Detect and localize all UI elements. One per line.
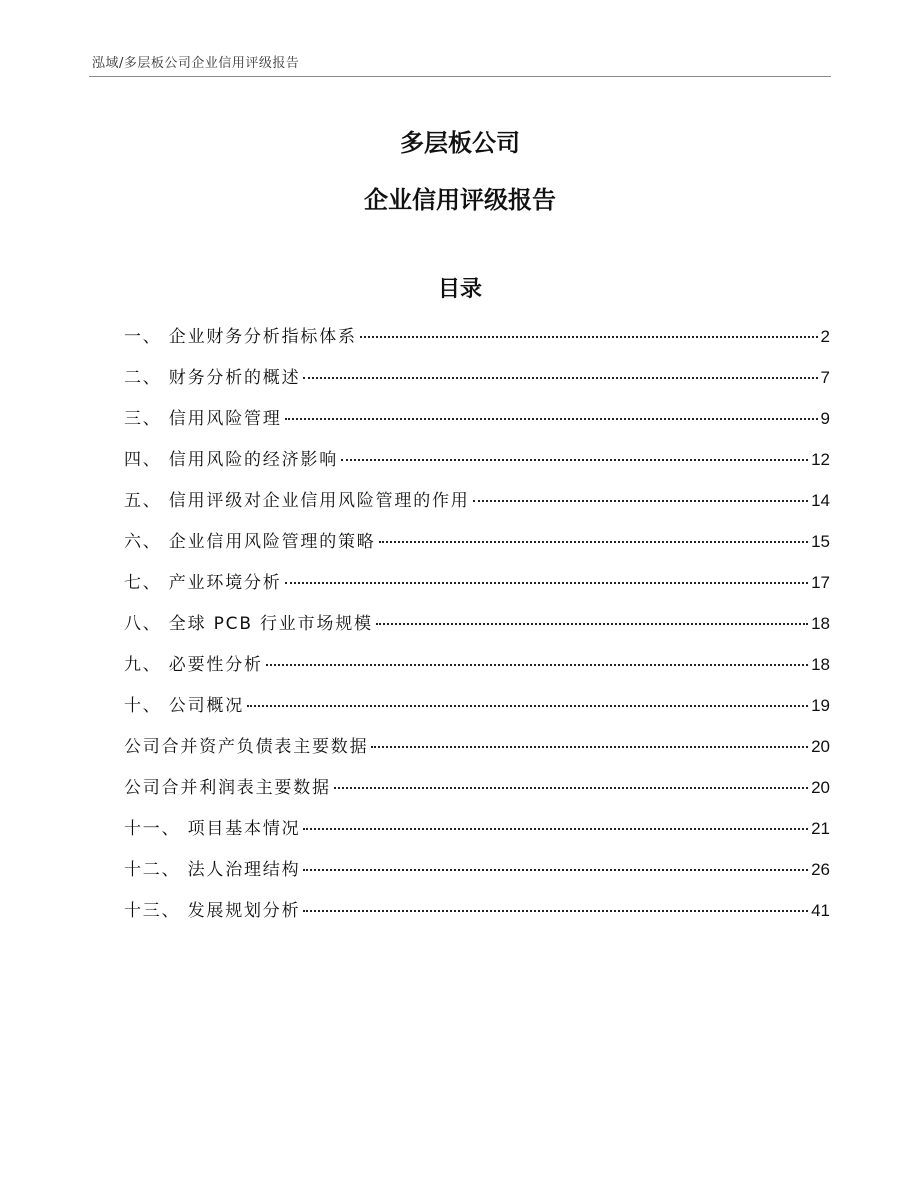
table-of-contents — [124, 322, 830, 937]
toc-entry-page: 15 — [811, 532, 830, 551]
toc-entry-page: 26 — [811, 860, 830, 879]
toc-entry[interactable] — [124, 732, 830, 773]
toc-heading: 目录 — [437, 277, 482, 302]
toc-entry[interactable] — [124, 896, 830, 937]
toc-leader-dots — [285, 582, 808, 584]
toc-entry-page: 17 — [811, 573, 830, 592]
header-divider — [89, 76, 831, 77]
toc-entry-page: 12 — [811, 450, 830, 469]
toc-entry-page: 20 — [811, 737, 830, 756]
toc-entry-label: 十三、 发展规划分析 — [124, 901, 301, 921]
toc-leader-dots — [266, 664, 808, 666]
toc-entry[interactable] — [124, 363, 830, 404]
toc-entry[interactable] — [124, 486, 830, 527]
toc-entry[interactable] — [124, 855, 830, 896]
toc-entry[interactable] — [124, 445, 830, 486]
toc-entry-page: 14 — [811, 491, 830, 510]
toc-leader-dots — [341, 459, 808, 461]
toc-entry-label: 十二、 法人治理结构 — [124, 860, 301, 880]
toc-entry[interactable] — [124, 691, 830, 732]
toc-entry[interactable] — [124, 650, 830, 691]
toc-entry[interactable] — [124, 404, 830, 445]
toc-entry-label: 八、 全球 PCB 行业市场规模 — [124, 614, 373, 634]
toc-entry-label: 十、 公司概况 — [124, 696, 245, 716]
toc-entry-label: 六、 企业信用风险管理的策略 — [124, 532, 376, 552]
toc-leader-dots — [303, 869, 808, 871]
toc-entry[interactable] — [124, 814, 830, 855]
toc-entry-page: 2 — [820, 327, 830, 346]
toc-entry[interactable] — [124, 773, 830, 814]
toc-leader-dots — [303, 828, 808, 830]
toc-leader-dots — [285, 418, 818, 420]
toc-entry-page: 19 — [811, 696, 830, 715]
toc-entry-label: 三、 信用风险管理 — [124, 409, 282, 429]
toc-leader-dots — [379, 541, 808, 543]
toc-entry-label: 公司合并资产负债表主要数据 — [124, 737, 369, 757]
toc-entry-label: 四、 信用风险的经济影响 — [124, 450, 339, 470]
toc-leader-dots — [473, 500, 808, 502]
toc-entry-page: 7 — [820, 368, 830, 387]
toc-entry-label: 十一、 项目基本情况 — [124, 819, 301, 839]
toc-entry-label: 一、 企业财务分析指标体系 — [124, 327, 357, 347]
toc-leader-dots — [303, 377, 817, 379]
toc-leader-dots — [247, 705, 808, 707]
toc-entry-page: 20 — [811, 778, 830, 797]
running-header: 泓域/多层板公司企业信用评级报告 — [92, 56, 300, 71]
toc-entry-label: 五、 信用评级对企业信用风险管理的作用 — [124, 491, 470, 511]
toc-entry-label: 七、 产业环境分析 — [124, 573, 282, 593]
toc-entry-page: 18 — [811, 655, 830, 674]
toc-entry[interactable] — [124, 527, 830, 568]
toc-entry-page: 9 — [820, 409, 830, 428]
toc-entry[interactable] — [124, 568, 830, 609]
toc-leader-dots — [376, 623, 808, 625]
toc-leader-dots — [371, 746, 808, 748]
toc-entry[interactable] — [124, 609, 830, 650]
toc-entry-page: 21 — [811, 819, 830, 838]
toc-entry-page: 18 — [811, 614, 830, 633]
toc-leader-dots — [360, 336, 818, 338]
toc-leader-dots — [303, 910, 808, 912]
toc-entry-label: 公司合并利润表主要数据 — [124, 778, 331, 798]
toc-entry-page: 41 — [811, 901, 830, 920]
company-title: 多层板公司 — [400, 129, 520, 157]
toc-entry[interactable] — [124, 322, 830, 363]
toc-leader-dots — [334, 787, 808, 789]
toc-entry-label: 九、 必要性分析 — [124, 655, 263, 675]
report-title: 企业信用评级报告 — [364, 186, 556, 214]
toc-entry-label: 二、 财务分析的概述 — [124, 368, 301, 388]
